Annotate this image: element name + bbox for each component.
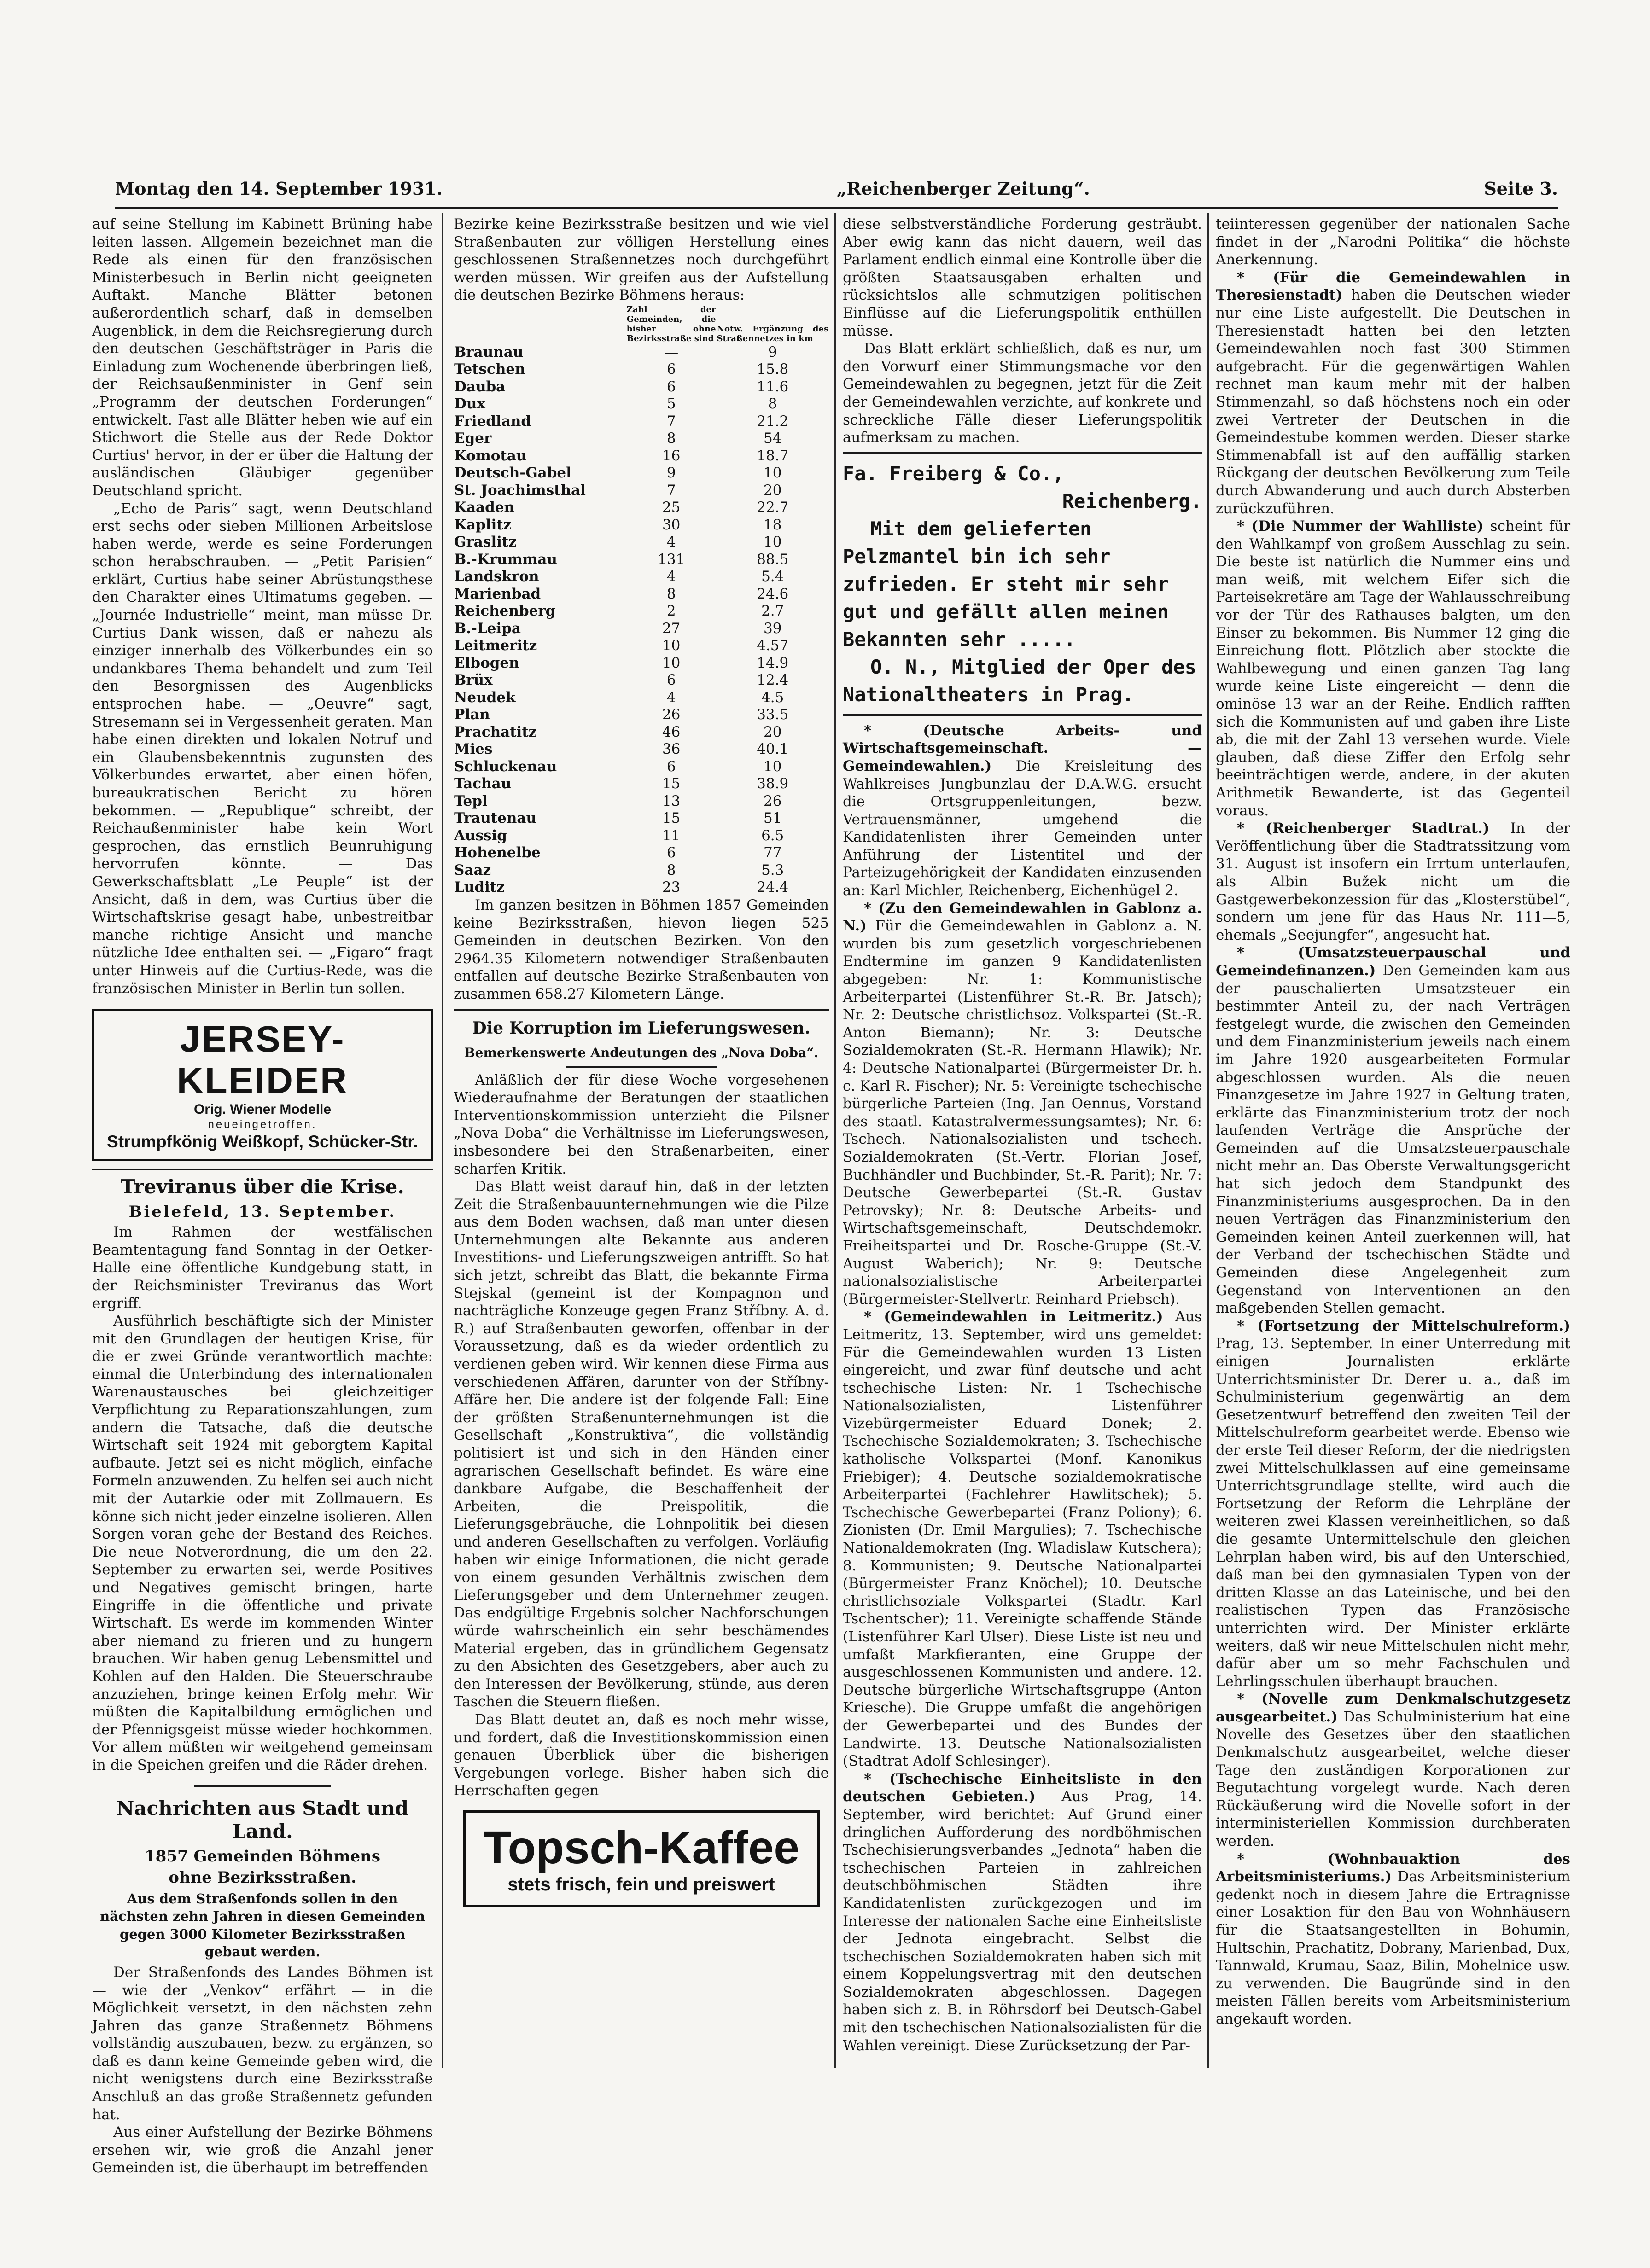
gemeinden-count: 46 <box>662 723 681 740</box>
km-value: 8 <box>768 395 777 413</box>
news-item-lead: * (Fortsetzung der Mittelschulreform.) <box>1237 1317 1570 1334</box>
news-item-text: Das Schulministerium hat eine Novelle des Gesetzes über den staatlichen Denkmalschutz ausgearbeitet, welche dieser Tage den zuständigen Korporationen zur Begutachtung vorgelegt wurde. Nach deren Rückäußerung wird die Novelle sofort in der interministeriellen Kommission durchberaten werden. <box>1216 1708 1570 1850</box>
table-row <box>454 534 829 551</box>
news-item-lead: * (Für die Gemeindewahlen in Theresienstadt) <box>1216 269 1570 304</box>
table-header: Zahl der Gemeinden, die bisher ohne Bezirksstraße sind <box>626 304 716 343</box>
km-value: 10 <box>764 534 782 551</box>
gemeinden-count: 15 <box>662 775 681 792</box>
column-3 <box>843 215 1202 2071</box>
km-value: 77 <box>764 844 782 861</box>
paragraph: Im ganzen besitzen in Böhmen 1857 Gemeinden keine Bezirksstraßen, hievon liegen 525 Gemeinden in deutschen Bezirken. Von den 2964.35 Kilometern notwendiger Straßenbauten entfallen auf deutsche Bezirke Straßenbauten von zusammen 658.27 Kilometern Länge. <box>454 896 829 1002</box>
bezirk-name: Marienbad <box>454 585 541 602</box>
divider <box>92 1169 433 1170</box>
news-item-text: Für die Gemeindewahlen in Gablonz a. N. wurden bis zum gesetzlich vorgeschriebenen Endtermine im ganzen 9 Kandidatenlisten abgegeben: Nr. 1: Kommunistische Arbeiterpartei (Listenführer St.-R. Br. Jatsch); Nr. 2: Deutsche christlichsoz. Volkspartei (St.-R. Anton Biemann); Nr. 3: Deutsche Sozialdemokraten (St.-R. Hermann Hlawik); Nr. 4: Deutsche Nationalpartei (Bürgermeister Dr. h. c. Karl R. Fischer); Nr. 5: Vereinigte tschechische bürgerliche Parteien (Ing. Jan Oennus, Vorstand des staatl. Katastralvermessungsamtes); Nr. 6: Tschech. Nationalsozialisten und tschech. Sozialdemokraten (St.-Vertr. Florian Josef, Buchhändler und Buchbinder, St.-R. Parit); Nr. 7: Deutsche Gewerbepartei (St.-R. Gustav Petrovsky); Nr. 8: Deutsche Arbeits- und Wirtschaftsgemeinschaft, Deutschdemokr. Freiheitspartei und Dr. Rosche-Gruppe (St.-V. August Waberich); Nr. 9: Deutsche nationalsozialistische Arbeiterpartei (Bürgermeister-Stellvertr. Reinhard Priebsch). <box>843 918 1202 1308</box>
ad-line: Orig. Wiener Modelle <box>193 1102 332 1117</box>
gemeinden-count: 8 <box>666 430 676 447</box>
table-header: Notw. Ergänzung des Straßennetzes in km <box>717 324 828 343</box>
km-value: 24.6 <box>757 585 789 602</box>
gemeinden-count: 7 <box>666 482 676 499</box>
table-row <box>454 344 829 361</box>
km-value: 33.5 <box>757 706 789 723</box>
bezirk-name: Dux <box>454 395 485 413</box>
paragraph: teiinteressen gegenüber der nationalen Sache findet in der „Narodni Politika“ die höchste Anerkennung. <box>1216 216 1570 268</box>
bezirk-name: Eger <box>454 430 492 447</box>
bezirk-name: Leitmeritz <box>454 637 537 654</box>
km-value: 5.3 <box>761 861 784 878</box>
km-value: 22.7 <box>757 499 789 516</box>
article-subtitle: Bemerkenswerte Andeutungen des „Nova Doba“. <box>464 1045 819 1060</box>
km-value: 10 <box>764 758 782 775</box>
table-row <box>454 672 829 689</box>
gemeinden-count: 11 <box>662 827 681 844</box>
gemeinden-count: 10 <box>662 637 681 654</box>
column-4 <box>1216 215 1570 2071</box>
table-row <box>454 482 829 500</box>
bezirk-name: Deutsch-Gabel <box>454 465 571 482</box>
paragraph: Aus einer Aufstellung der Bezirke Böhmens ersehen wir, wie groß die Anzahl jener Gemeinden ist, die überhaupt im betreffenden <box>92 2124 433 2176</box>
news-item-text: Das Arbeitsministerium gedenkt noch in diesem Jahre die Ertragnisse einer Losaktion für den Bau von Wohnhäusern für die Staatsangestellten in Bohumin, Hultschin, Prachatitz, Dobrany, Marienbad, Dux, Tannwald, Krumau, Saaz, Bilin, Mohelnice usw. zu verwenden. Die Baugründe sind in den meisten Fällen bereits vom Arbeitsministerium angekauft worden. <box>1216 1868 1570 2027</box>
bezirk-name: Elbogen <box>454 654 519 671</box>
table-row <box>454 465 829 482</box>
article-lead: Aus dem Straßenfonds sollen in den nächsten zehn Jahren in diesen Gemeinden gegen 3000 Kilometer Bezirksstraßen gebaut werden. <box>100 1890 425 1960</box>
km-value: 20 <box>764 723 782 740</box>
gemeinden-count: 36 <box>662 741 681 758</box>
gemeinden-count: 8 <box>666 585 676 602</box>
bezirk-name: Tachau <box>454 775 512 792</box>
table-row <box>454 810 829 827</box>
header-date: Montag den 14. September 1931. <box>115 178 443 199</box>
paragraph: Der Straßenfonds des Landes Böhmen ist — wie der „Venkov“ erfährt — in die Möglichkeit versetzt, in den nächsten zehn Jahren das ganze Straßennetz Böhmens vollständig auszubauen, bezw. zu ergänzen, so daß es dann keine Gemeinde geben wird, die nicht wenigstens durch eine Bezirksstraße Anschluß an das große Straßennetz gefunden hat. <box>92 1964 433 2123</box>
km-value: 10 <box>764 465 782 482</box>
ad-line: Reichenberg. <box>1062 489 1202 512</box>
gemeinden-count: 15 <box>662 810 681 827</box>
km-value: 51 <box>764 810 782 827</box>
table-row <box>454 361 829 378</box>
paragraph: Bezirke keine Bezirksstraße besitzen und wie viel Straßenbauten zur völligen Herstellung eines geschlossenen Straßennetzes noch durchgeführt werden müssen. Wir greifen aus der Aufstellung die deutschen Bezirke Böhmens heraus: <box>454 216 829 304</box>
bezirk-name: Braunau <box>454 343 524 361</box>
jersey-kleider-ad <box>92 1009 433 1161</box>
gemeinden-count: 26 <box>662 706 681 723</box>
news-item-lead: * (Gemeindewahlen in Leitmeritz.) <box>864 1308 1163 1326</box>
bezirk-name: Landskron <box>454 568 539 585</box>
km-value: 6.5 <box>761 827 784 844</box>
paragraph: auf seine Stellung im Kabinett Brüning habe leiten lassen. Allgemein bezeichnet man die Rede als einen für den französischen Ministerbesuch in Berlin nicht geeigneten Auftakt. Manche Blätter betonen außerordentlich scharf, daß in demselben Augenblick, in dem die Reichsregierung durch den deutschen Geschäftsträger in Paris die Einladung zum Wochenende überbringen ließ, der Reichsaußenminister in Genf sein „Programm der deutschen Forderungen“ entwickelt. Fast alle Blätter heben wie auf ein Stichwort die Stelle aus der Rede Doktor Curtius' hervor, in der er über die Haltung der ausländischen Gläubiger gegenüber Deutschland spricht. <box>92 216 433 499</box>
km-value: 39 <box>764 620 782 637</box>
gemeinden-count: 13 <box>662 792 681 809</box>
km-value: 88.5 <box>757 551 789 568</box>
bezirk-name: Aussig <box>454 827 507 844</box>
paragraph: Das Blatt weist darauf hin, daß in der letzten Zeit die Straßenbauunternehmungen wie die Pilze aus dem Boden wachsen, daß man unter diesen Unternehmungen alte Bekannte aus anderen Investitions- und Lieferungszweigen antrifft. So hat sich jetzt, schreibt das Blatt, die bekannte Firma Stejskal (gemeint ist der Kompagnon und nachträgliche Konzeuge gegen Franz Stříbny. A. d. R.) auf Straßenbauten geworfen, offenbar in der Voraussetzung, daß es da wieder ordentlich zu verdienen geben wird. Wir kennen diese Firma aus verschiedenen Affären, darunter von der Stříbny-Affäre her. Die andere ist der folgende Fall: Eine der größten Straßenunternehmungen ist die Gesellschaft „Konstruktiva“, die vollständig politisiert ist und sich in den Händen einer agrarischen Gesellschaft befindet. Es wäre eine dankbare Aufgabe, die Beschaffenheit der Arbeiten, die Preispolitik, die Lieferungsgebräuche, die Lohnpolitik bei diesen und anderen Gesellschaften zu verfolgen. Vorläufig haben wir einige Informationen, die nicht gerade von einem gesunden Verhältnis zwischen dem Lieferungsgeber und dem Unternehmer zeugen. Das endgültige Ergebnis solcher Nachforschungen würde wahrscheinlich ein sehr beschämendes Material ergeben, das in gründlichem Gegensatz zu den Absichten des Gesetzgebers, aber auch zu den Interessen der Bevölkerung, stünde, aus deren Taschen die Steuern fließen. <box>454 1178 829 1710</box>
ad-title: Topsch-Kaffee <box>483 1821 800 1873</box>
article-subtitle: ohne Bezirksstraßen. <box>169 1868 356 1887</box>
gemeinden-count: 25 <box>662 499 681 516</box>
ad-signature: O. N., Mitglied der Oper des Nationaltheaters in Prag. <box>843 655 1197 706</box>
bezirk-name: Brüx <box>454 672 493 689</box>
column-2 <box>454 215 829 2071</box>
gemeinden-count: — <box>664 343 679 361</box>
gemeinden-count: 2 <box>666 603 676 620</box>
ad-line: stets frisch, fein und preiswert <box>507 1874 775 1895</box>
page-header <box>115 176 1558 200</box>
bezirk-name: Kaplitz <box>454 516 512 533</box>
news-item-lead: * (Wohnbauaktion des Arbeitsministeriums.) <box>1216 1850 1570 1885</box>
divider <box>843 714 1202 716</box>
news-item-text: Prag, 13. September. In einer Unterredung mit einigen Journalisten erklärte Unterrichtsminister Dr. Derer u. a., daß im Schulministerium gegenwärtig an dem Gesetzentwurf betreffend den zweiten Teil der Mittelschulreform gearbeitet werde. Ebenso wie der erste Teil dieser Reform, der die niedrigsten zwei Mittelschulklassen auf eine gemeinsame Unterrichtsgrundlage stellte, wird auch die Fortsetzung der Reform die Lehrpläne der weiteren zwei Klassen vereinheitlichen, so daß die gesamte Untermittelschule den gleichen Lehrplan haben wird, bis auf den Unterschied, daß man bei den gymnasialen Typen von der dritten Klasse an das Lateinische, und bei den realistischen Typen das Französische unterrichten wird. Der Minister erklärte weiters, daß wir neue Mittelschulen nicht mehr, dafür aber um so mehr Fachschulen und Lehrlingsschulen überhaupt brauchen. <box>1216 1335 1570 1690</box>
gemeinden-count: 23 <box>662 879 681 896</box>
header-paper-name: „Reichenberger Zeitung“. <box>836 178 1090 199</box>
ad-line: neueingetroffen. <box>208 1118 317 1131</box>
gemeinden-count: 6 <box>666 758 676 775</box>
bezirk-name: Luditz <box>454 879 505 896</box>
bezirk-name: B.-Krummau <box>454 551 557 568</box>
gemeinden-count: 9 <box>666 465 676 482</box>
news-item-lead: * (Tschechische Einheitsliste in den deutschen Gebieten.) <box>843 1770 1202 1805</box>
table-row <box>454 395 829 413</box>
gemeinden-count: 27 <box>662 620 681 637</box>
table-row <box>454 689 829 707</box>
news-item-text: Den Gemeinden kam aus der pauschalierten Umsatzsteuer ein bestimmter Anteil zu, der nach Verträgen festgelegt wurde, die zwischen den Gemeinden und dem Finanzministerium jeweils nach einem im Jahre 1920 ausgearbeiteten Formular abgeschlossen wurden. Als die neuen Finanzgesetze im Jahre 1927 in Geltung traten, erklärte das Finanzministerium trotz der noch laufenden Verträge die Ansprüche der Gemeinden auf die Umsatzsteuerpauschale nicht mehr an. Das Oberste Verwaltungsgericht hat sich jedoch dem Standpunkt des Finanzministeriums ausgesprochen. Da in den neuen Verträgen das Finanzministerium den Gemeinden keinen Anteil zuerkennen will, hat der Verband der tschechischen Städte und Gemeinden diese Angelegenheit zum Gegenstand von Interventionen an den maßgebenden Stellen gemacht. <box>1216 962 1570 1317</box>
gemeinden-count: 16 <box>662 447 681 464</box>
news-item-lead: * (Umsatzsteuerpauschal und Gemeindefinanzen.) <box>1216 944 1570 979</box>
gemeinden-count: 6 <box>666 361 676 378</box>
paragraph: Das Blatt deutet an, daß es noch mehr wisse, und fordert, daß die Investitionskommission einen genauen Überblick über die bisherigen Vergebungen vorlege. Bisher haben sich die Herrschaften gegen <box>454 1711 829 1799</box>
bezirk-name: Schluckenau <box>454 758 557 775</box>
bezirk-name: Saaz <box>454 861 491 878</box>
km-value: 18 <box>764 516 782 533</box>
table-row <box>454 706 829 724</box>
bezirke-table <box>454 304 829 896</box>
table-row <box>454 741 829 758</box>
bezirk-name: St. Joachimsthal <box>454 482 586 499</box>
paragraph: „Echo de Paris“ sagt, wenn Deutschland erst sechs oder sieben Millionen Arbeitslose haben werde, werde es seine Forderungen schon herabschrauben. — „Petit Parisien“ erklärt, Curtius habe seiner Abrüstungsthese den Charakter eines Ultimatums gegeben. — „Journée Industrielle“ meint, man müsse Dr. Curtius Dank wissen, daß er nahezu als einziger innerhalb des Völkerbundes ein so undankbares Thema behandelt und zum Teil den Besorgnissen des Augenblicks entsprochen habe. — „Oeuvre“ sagt, Stresemann sei in Vergessenheit geraten. Man habe einen direkten und lokalen Notruf und ein Glaubensbekenntnis zugunsten des Völkerbundes erwartet, aber einen höfen, bureaukratischen Bericht zu hören bekommen. — „Republique“ schreibt, der Reichaußenminister habe kein Wort gesprochen, das ernstlich Beunruhigung hervorrufen könnte. — Das Gewerkschaftsblatt „Le Peuple“ ist der Ansicht, daß in dem, was Curtius über die Wirtschaftskrise gesagt habe, unbestreitbar manche richtige Ansicht und manche nützliche Idee enthalten sei. — „Figaro“ fragt unter Hinweis auf die Curtius-Rede, was die französischen Minister in Berlin tun sollen. <box>92 500 433 997</box>
news-item-lead: * (Novelle zum Denkmalschutzgesetz ausgearbeitet.) <box>1216 1691 1570 1725</box>
bezirk-name: Reichenberg <box>454 603 556 620</box>
header-rule <box>115 207 1558 209</box>
gemeinden-count: 6 <box>666 844 676 861</box>
topsch-kaffee-ad <box>463 1810 820 1907</box>
paragraph: diese selbstverständliche Forderung gesträubt. Aber ewig kann das nicht dauern, weil das Parlament endlich einmal eine Kontrolle über die größten Staatsausgaben erhalten und rücksichtslos alle schmutzigen politischen Einflüsse auf die Lieferungspolitik enthüllen müsse. <box>843 216 1202 339</box>
table-row <box>454 586 829 603</box>
gemeinden-count: 8 <box>666 861 676 878</box>
km-value: 18.7 <box>757 447 789 464</box>
divider <box>566 1066 717 1068</box>
table-row <box>454 499 829 517</box>
bezirk-name: Neudek <box>454 689 516 706</box>
km-value: 4.57 <box>757 637 789 654</box>
km-value: 40.1 <box>757 741 789 758</box>
table-row <box>454 862 829 879</box>
gemeinden-count: 4 <box>666 534 676 551</box>
gemeinden-count: 10 <box>662 654 681 671</box>
news-item-text: In der Veröffentlichung über die Stadtratssitzung vom 31. August ist insofern ein Irrtum unterlaufen, als Albin Bužek nicht um die Gastgewerbekonzession für das „Klosterstübel“, sondern um jene für das Haus Nr. 111—5, ehemals „Seejungfer“, angesucht hat. <box>1216 820 1570 943</box>
km-value: 26 <box>764 792 782 809</box>
news-item-lead: * (Die Nummer der Wahlliste) <box>1237 518 1484 535</box>
table-header <box>454 304 626 344</box>
article-title: Die Korruption im Lieferungswesen. <box>472 1018 810 1038</box>
divider <box>454 1009 829 1011</box>
table-row <box>454 758 829 776</box>
km-value: 20 <box>764 482 782 499</box>
ad-body: Mit dem gelieferten Pelzmantel bin ich sehr zufrieden. Er steht mir sehr gut und gefällt allen meinen Bekannten sehr ..... <box>843 517 1169 651</box>
km-value: 11.6 <box>757 378 789 395</box>
bezirk-name: Komotau <box>454 447 527 464</box>
km-value: 4.5 <box>761 689 784 706</box>
bezirk-name: Plan <box>454 706 490 723</box>
bezirk-name: Mies <box>454 741 493 758</box>
table-header-row <box>454 304 829 344</box>
bezirk-name: Tepl <box>454 792 488 809</box>
news-item-lead: * (Reichenberger Stadtrat.) <box>1237 820 1490 837</box>
bezirk-name: Friedland <box>454 413 531 430</box>
paragraph: Anläßlich der für diese Woche vorgesehenen Wiederaufnahme der Beratungen der staatlichen Interventionskommission unterzieht die Pilsner „Nova Doba“ die Verhältnisse im Lieferungswesen, insbesondere bei den Straßenarbeiten, einer scharfen Kritik. <box>454 1071 829 1177</box>
km-value: 38.9 <box>757 775 789 792</box>
table-row <box>454 448 829 465</box>
km-value: 21.2 <box>757 413 789 430</box>
divider <box>843 452 1202 454</box>
table-row <box>454 413 829 430</box>
gemeinden-count: 30 <box>662 516 681 533</box>
km-value: 14.9 <box>757 654 789 671</box>
news-item-text: Aus Leitmeritz, 13. September, wird uns gemeldet: Für die Gemeindewahlen wurden 13 Listen eingereicht, und zwar fünf deutsche und acht tschechische Listen: Nr. 1 Tschechische Nationalsozialisten, Listenführer Vizebürgermeister Eduard Donek; 2. Tschechische Sozialdemokraten; 3. Tschechische katholische Volkspartei (Monf. Kanonikus Friebiger); 4. Deutsche sozialdemokratische Arbeiterpartei (Fachlehrer Hawlitschek); 5. Tschechische Gewerbepartei (Franz Poliony); 6. Zionisten (Dr. Emil Margulies); 7. Tschechische Nationaldemokraten (Ing. Wladislaw Kutschera); 8. Kommunisten; 9. Deutsche Nationalpartei (Bürgermeister Franz Knöchel); 10. Deutsche christlichsoziale Volkspartei (Stadtr. Karl Tschentscher); 11. Vereinigte schaffende Stände (Listenführer Karl Ulser). Diese Liste ist neu und umfaßt Markfieranten, eine Gruppe der ausgeschlossenen Kommunisten und andere. 12. Deutsche bürgerliche Wirtschaftsgruppe (Anton Kriesche). Die Gruppe umfaßt die angehörigen der Gewerbepartei und des Bundes der Landwirte. 13. Deutsche Nationalsozialisten (Stadtrat Adolf Schlesinger). <box>843 1308 1202 1770</box>
section-title: Nachrichten aus Stadt und Land. <box>117 1797 408 1843</box>
table-row <box>454 603 829 620</box>
table-row <box>454 637 829 655</box>
table-row <box>454 551 829 569</box>
paragraph: Im Rahmen der westfälischen Beamtentagung fand Sonntag in der Oetker-Halle eine öffentliche Kundgebung statt, in der Reichsminister Treviranus das Wort ergriff. <box>92 1224 433 1312</box>
table-row <box>454 620 829 638</box>
column-rule <box>834 213 836 2068</box>
table-row <box>454 724 829 741</box>
bezirk-name: Tetschen <box>454 361 525 378</box>
divider <box>194 1785 331 1787</box>
bezirk-name: Graslitz <box>454 534 517 551</box>
article-title: 1857 Gemeinden Böhmens <box>145 1847 380 1866</box>
bezirk-name: Kaaden <box>454 499 515 516</box>
table-row <box>454 844 829 862</box>
news-item-text: Die Kreisleitung des Wahlkreises Jungbunzlau der D.A.W.G. ersucht die Ortsgruppenleitungen, bezw. Vertrauensmänner, umgehend die Kandidatenlisten ihrer Gemeinden unter Anführung der Listentitel und der Parteizugehörigkeit der Kandidaten einzusenden an: Karl Michler, Reichenberg, Eichenhügel 2. <box>843 757 1202 899</box>
table-row <box>454 775 829 793</box>
paragraph: Ausführlich beschäftigte sich der Minister mit den Grundlagen der heutigen Krise, für die er zwei Gründe verantwortlich machte: einmal die Unterbindung des internationalen Warenaustausches bei gleichzeitiger Verpflichtung zu Reparationszahlungen, zum andern die Tatsache, daß die deutsche Wirtschaft seit 1924 mit geborgtem Kapital aufbaute. Jetzt sei es nicht möglich, einfache Formeln anzuwenden. Zu helfen sei auch nicht mit der Autarkie oder mit Zollmauern. Es könne sich nicht jeder einzelne isolieren. Allen Sorgen voran gehe der Bestand des Reiches. Die neue Notverordnung, die um den 22. September zu erwarten sei, werde Positives und Negatives gemischt bringen, harte Eingriffe in die öffentliche und private Wirtschaft. Es werde im kommenden Winter aber niemand zu frieren und zu hungern brauchen. Wir haben genug Lebensmittel und Kohlen auf den Halden. Die Steuerschraube anzuziehen, bringe keinen Erfolg mehr. Wir müßten die Kapitalbildung ermöglichen und der Pfennigsgeist müsse wieder hochkommen. Vor allem müßten wir weitgehend gemeinsam in die Speichen greifen und die Räder drehen. <box>92 1313 433 1774</box>
table-row <box>454 827 829 845</box>
news-item-text: Aus Prag, 14. September, wird berichtet: Auf Grund einer dringlichen Aufforderung des nordböhmischen Tschechisierungsverbandes „Jednota“ haben die tschechischen Parteien in zahlreichen deutschböhmischen Städten ihre Kandidatenlisten zurückgezogen und im Interesse der nationalen Sache eine Einheitsliste der Jednota eingebracht. Selbst die tschechischen Sozialdemokraten haben sich mit einem Koppelungsvertrag mit den deutschen Sozialdemokraten abgeschlossen. Dagegen haben sich z. B. in Röhrsdorf bei Deutsch-Gabel mit den tschechischen Nationalsozialisten für die Wahlen vereinigt. Diese Zurücksetzung der Par- <box>843 1788 1202 2054</box>
gemeinden-count: 4 <box>666 568 676 585</box>
column-rule <box>442 213 443 2068</box>
table-row <box>454 655 829 672</box>
gemeinden-count: 4 <box>666 689 676 706</box>
paragraph: Das Blatt erklärt schließlich, daß es nur, um den Vorwurf einer Stimmungsmache vor den Gemeindewahlen zu begegnen, jetzt für die Zeit der Gemeindewahlen verzichte, auf konkrete und schreckliche Fälle dieser Lieferungspolitik aufmerksam zu machen. <box>843 340 1202 446</box>
km-value: 12.4 <box>757 672 789 689</box>
news-item-lead: * (Zu den Gemeindewahlen in Gablonz a. N.) <box>843 900 1202 935</box>
gemeinden-count: 131 <box>658 551 685 568</box>
bezirk-name: B.-Leipa <box>454 620 521 637</box>
dateline: Bielefeld, 13. September. <box>128 1203 396 1221</box>
bezirk-name: Prachatitz <box>454 723 537 740</box>
column-1 <box>92 215 433 2176</box>
news-item-text: haben die Deutschen wieder nur eine Liste aufgestellt. Die Deutschen in Theresienstadt hatten bei den letzten Gemeindewahlen noch fast 300 Stimmen aufgebracht. Für die gegenwärtigen Wahlen rechnet man kaum mehr mit der halben Stimmenzahl, so daß höchstens noch ein oder zwei Vertreter der Deutschen in die Gemeindestube kommen werden. Dieser starke Stimmenabfall ist auf den auffällig starken Rückgang der deutschen Bevölkerung zum Teile durch Abwanderung und auch durch Absterben zurückzuführen. <box>1216 287 1570 517</box>
bezirk-name: Trautenau <box>454 810 536 827</box>
news-item-text: scheint für den Wahlkampf von großem Ausschlag zu sein. Die beste ist natürlich die Nummer eins und man weiß, mit welchem Eifer sich die Parteisekretäre am Tage der Wahlausschreibung vor der Tür des Rathauses balgten, um den Einser zu bekommen. Bis Nummer 12 ging die Einreichung flott. Plötzlich aber stockte die Wahlbewegung und einen ganzen Tag lang wurde keine Liste eingereicht — denn die ominöse 13 war an der Reihe. Endlich rafften sich die Kommunisten auf und gaben ihre Liste ab, die mit der Zahl 13 versehen wurde. Viele glauben, daß diese Ziffer den Erfolg sehr beeinträchtigen werde, andere, in der akuten Arithmetik Bewanderte, ist das Gegenteil voraus. <box>1216 518 1571 819</box>
bezirk-name: Hohenelbe <box>454 844 541 861</box>
gemeinden-count: 7 <box>666 413 676 430</box>
table-row <box>454 793 829 810</box>
km-value: 24.4 <box>757 879 789 896</box>
table-row <box>454 430 829 448</box>
article-title: Treviranus über die Krise. <box>121 1175 404 1198</box>
km-value: 9 <box>768 343 777 361</box>
table-row <box>454 517 829 534</box>
gemeinden-count: 5 <box>666 395 676 413</box>
ad-line: Fa. Freiberg & Co., <box>843 462 1064 485</box>
column-rule <box>1207 213 1209 2068</box>
freiberg-testimonial-ad <box>843 460 1202 709</box>
header-page-number: Seite 3. <box>1484 178 1558 199</box>
bezirk-name: Dauba <box>454 378 506 395</box>
table-row <box>454 568 829 586</box>
news-item-lead: * (Deutsche Arbeits- und Wirtschaftsgemeinschaft. — Gemeindewahlen.) <box>843 722 1202 774</box>
ad-line: Strumpfkönig Weißkopf, Schücker-Str. <box>107 1132 418 1151</box>
gemeinden-count: 6 <box>666 378 676 395</box>
ad-title: JERSEY-KLEIDER <box>176 1018 349 1101</box>
table-row <box>454 378 829 396</box>
gemeinden-count: 6 <box>666 672 676 689</box>
km-value: 54 <box>764 430 782 447</box>
table-row <box>454 879 829 896</box>
km-value: 2.7 <box>761 603 784 620</box>
km-value: 5.4 <box>761 568 784 585</box>
km-value: 15.8 <box>757 361 789 378</box>
